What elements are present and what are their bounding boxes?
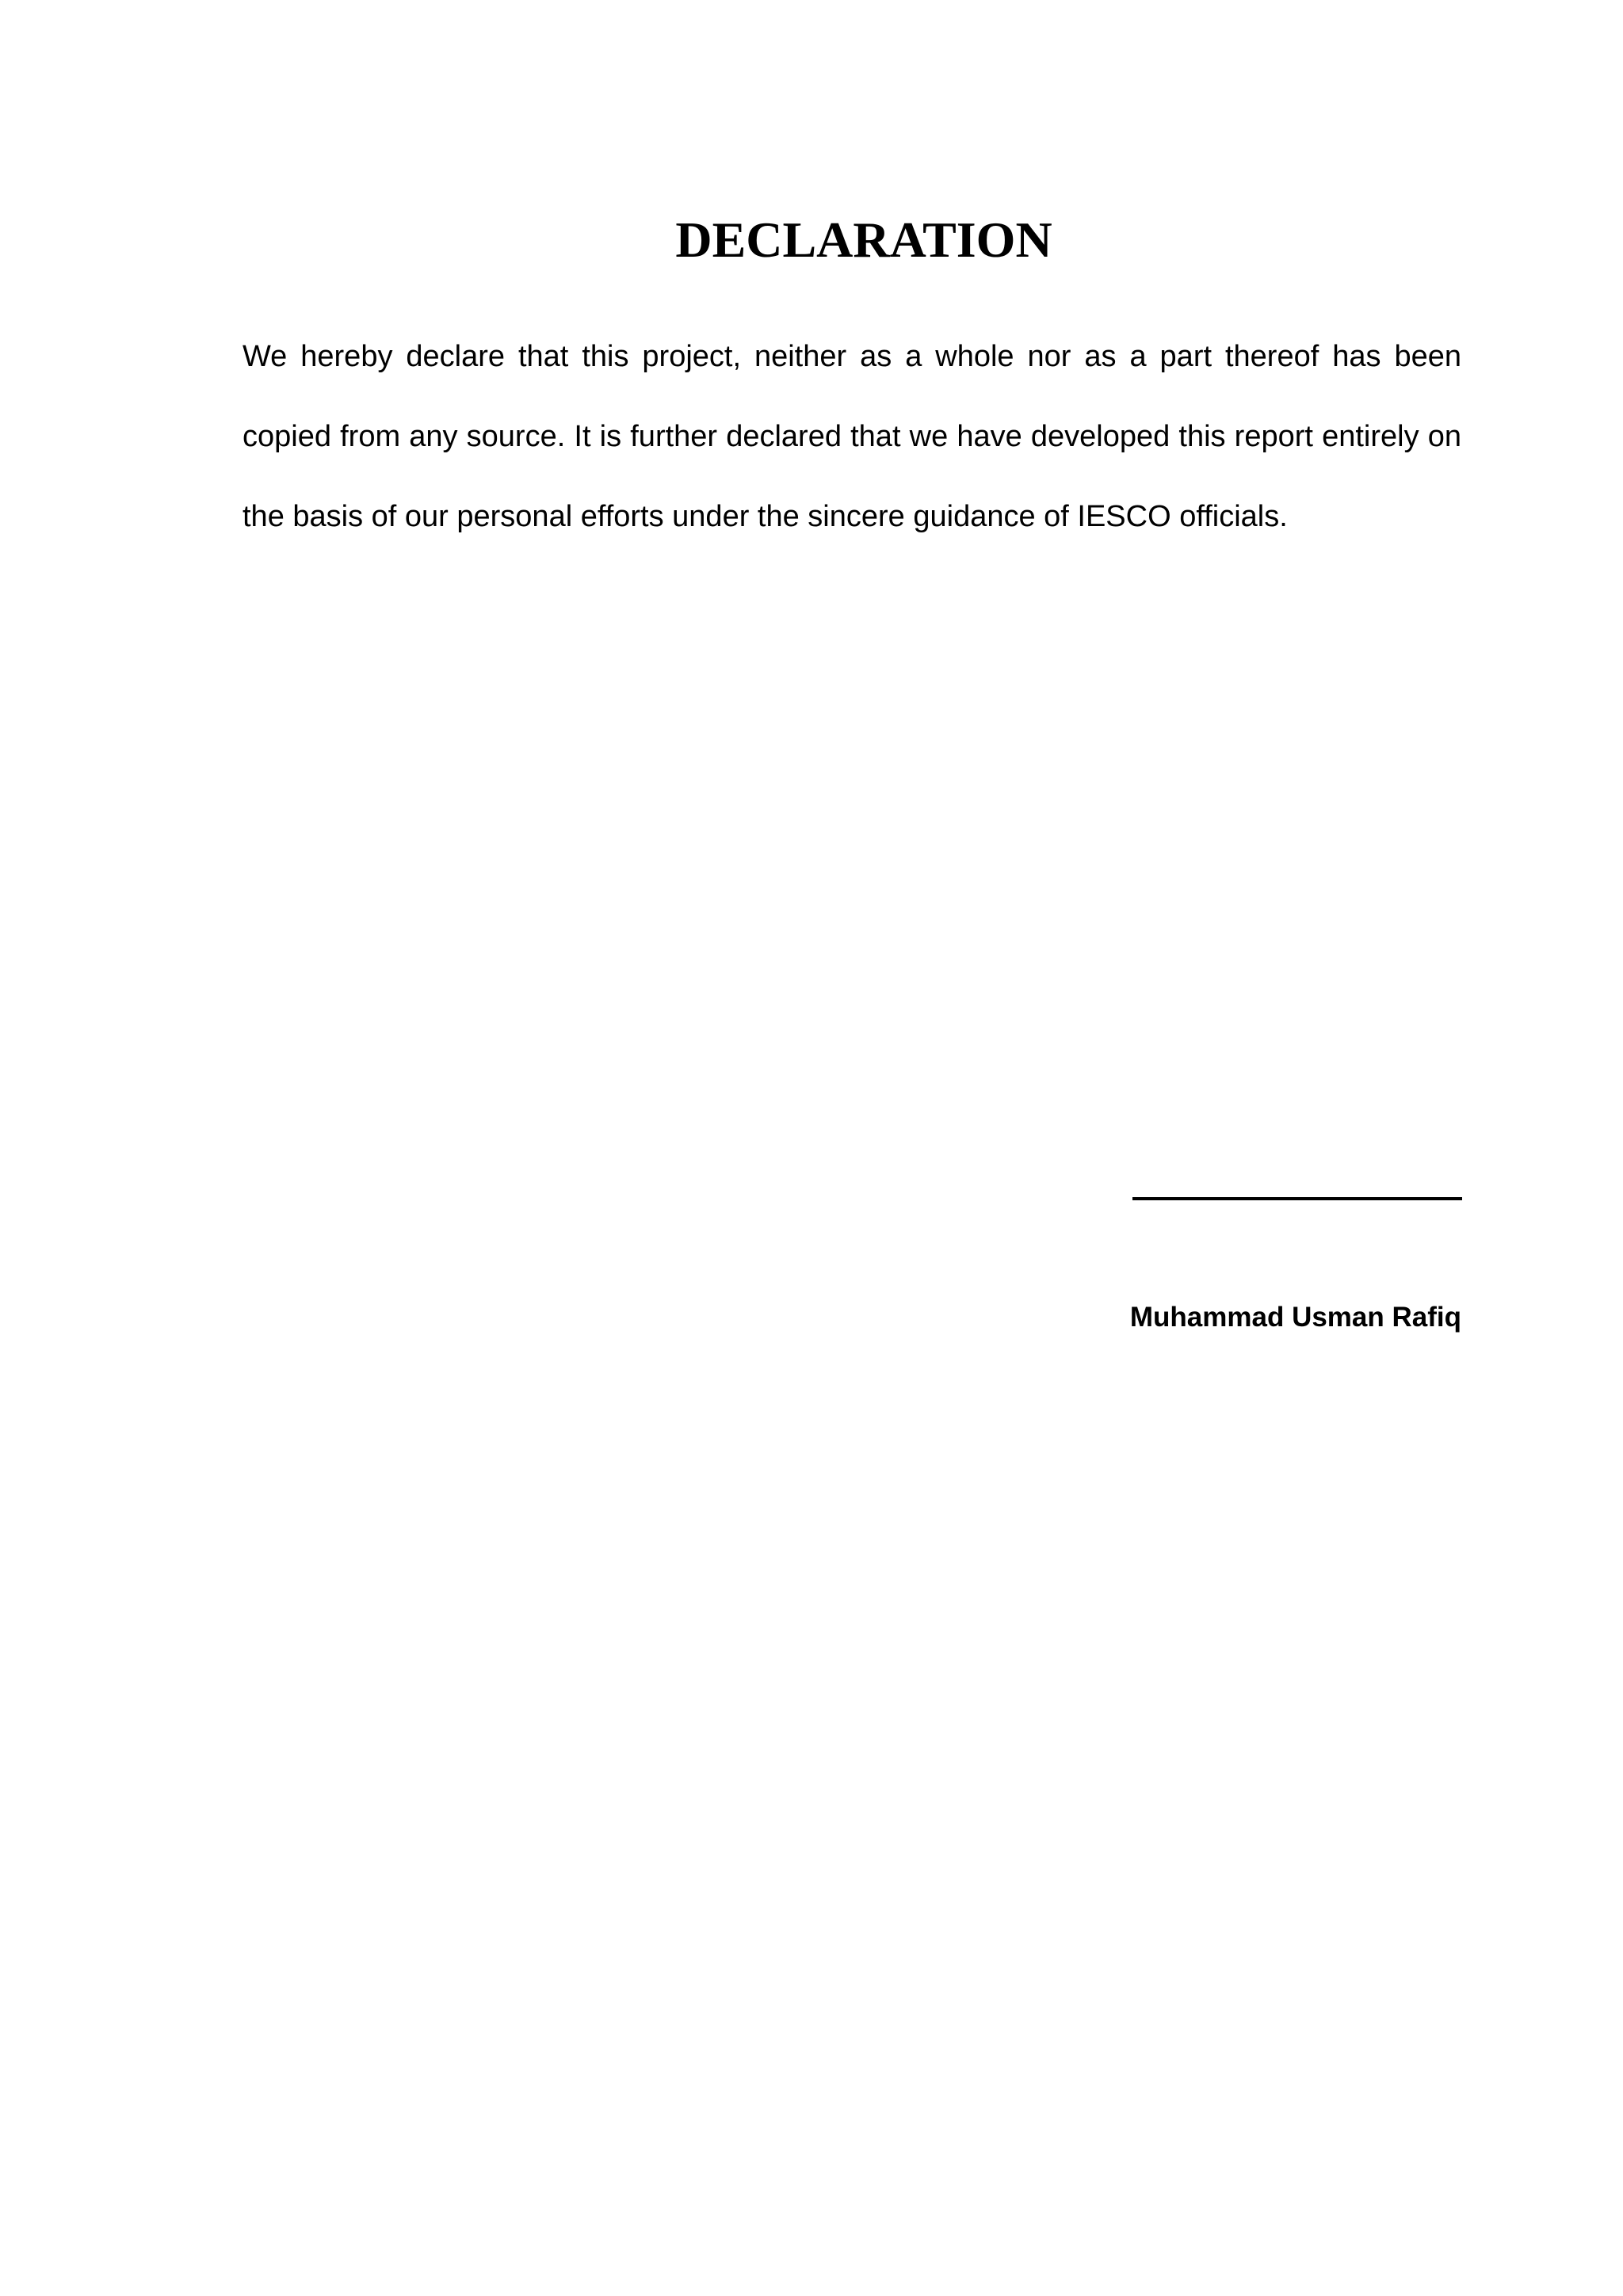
declaration-paragraph: We hereby declare that this project, neither as a whole nor as a part thereof has been copied from any source. It is further declared that we have developed this report entirely on the basis of our personal efforts under the sincere guidance of IESCO officials. <box>242 340 1461 533</box>
signature-line <box>1132 1197 1462 1200</box>
page-title: DECLARATION <box>675 212 1052 268</box>
signatory-name: Muhammad Usman Rafiq <box>1129 1302 1461 1333</box>
